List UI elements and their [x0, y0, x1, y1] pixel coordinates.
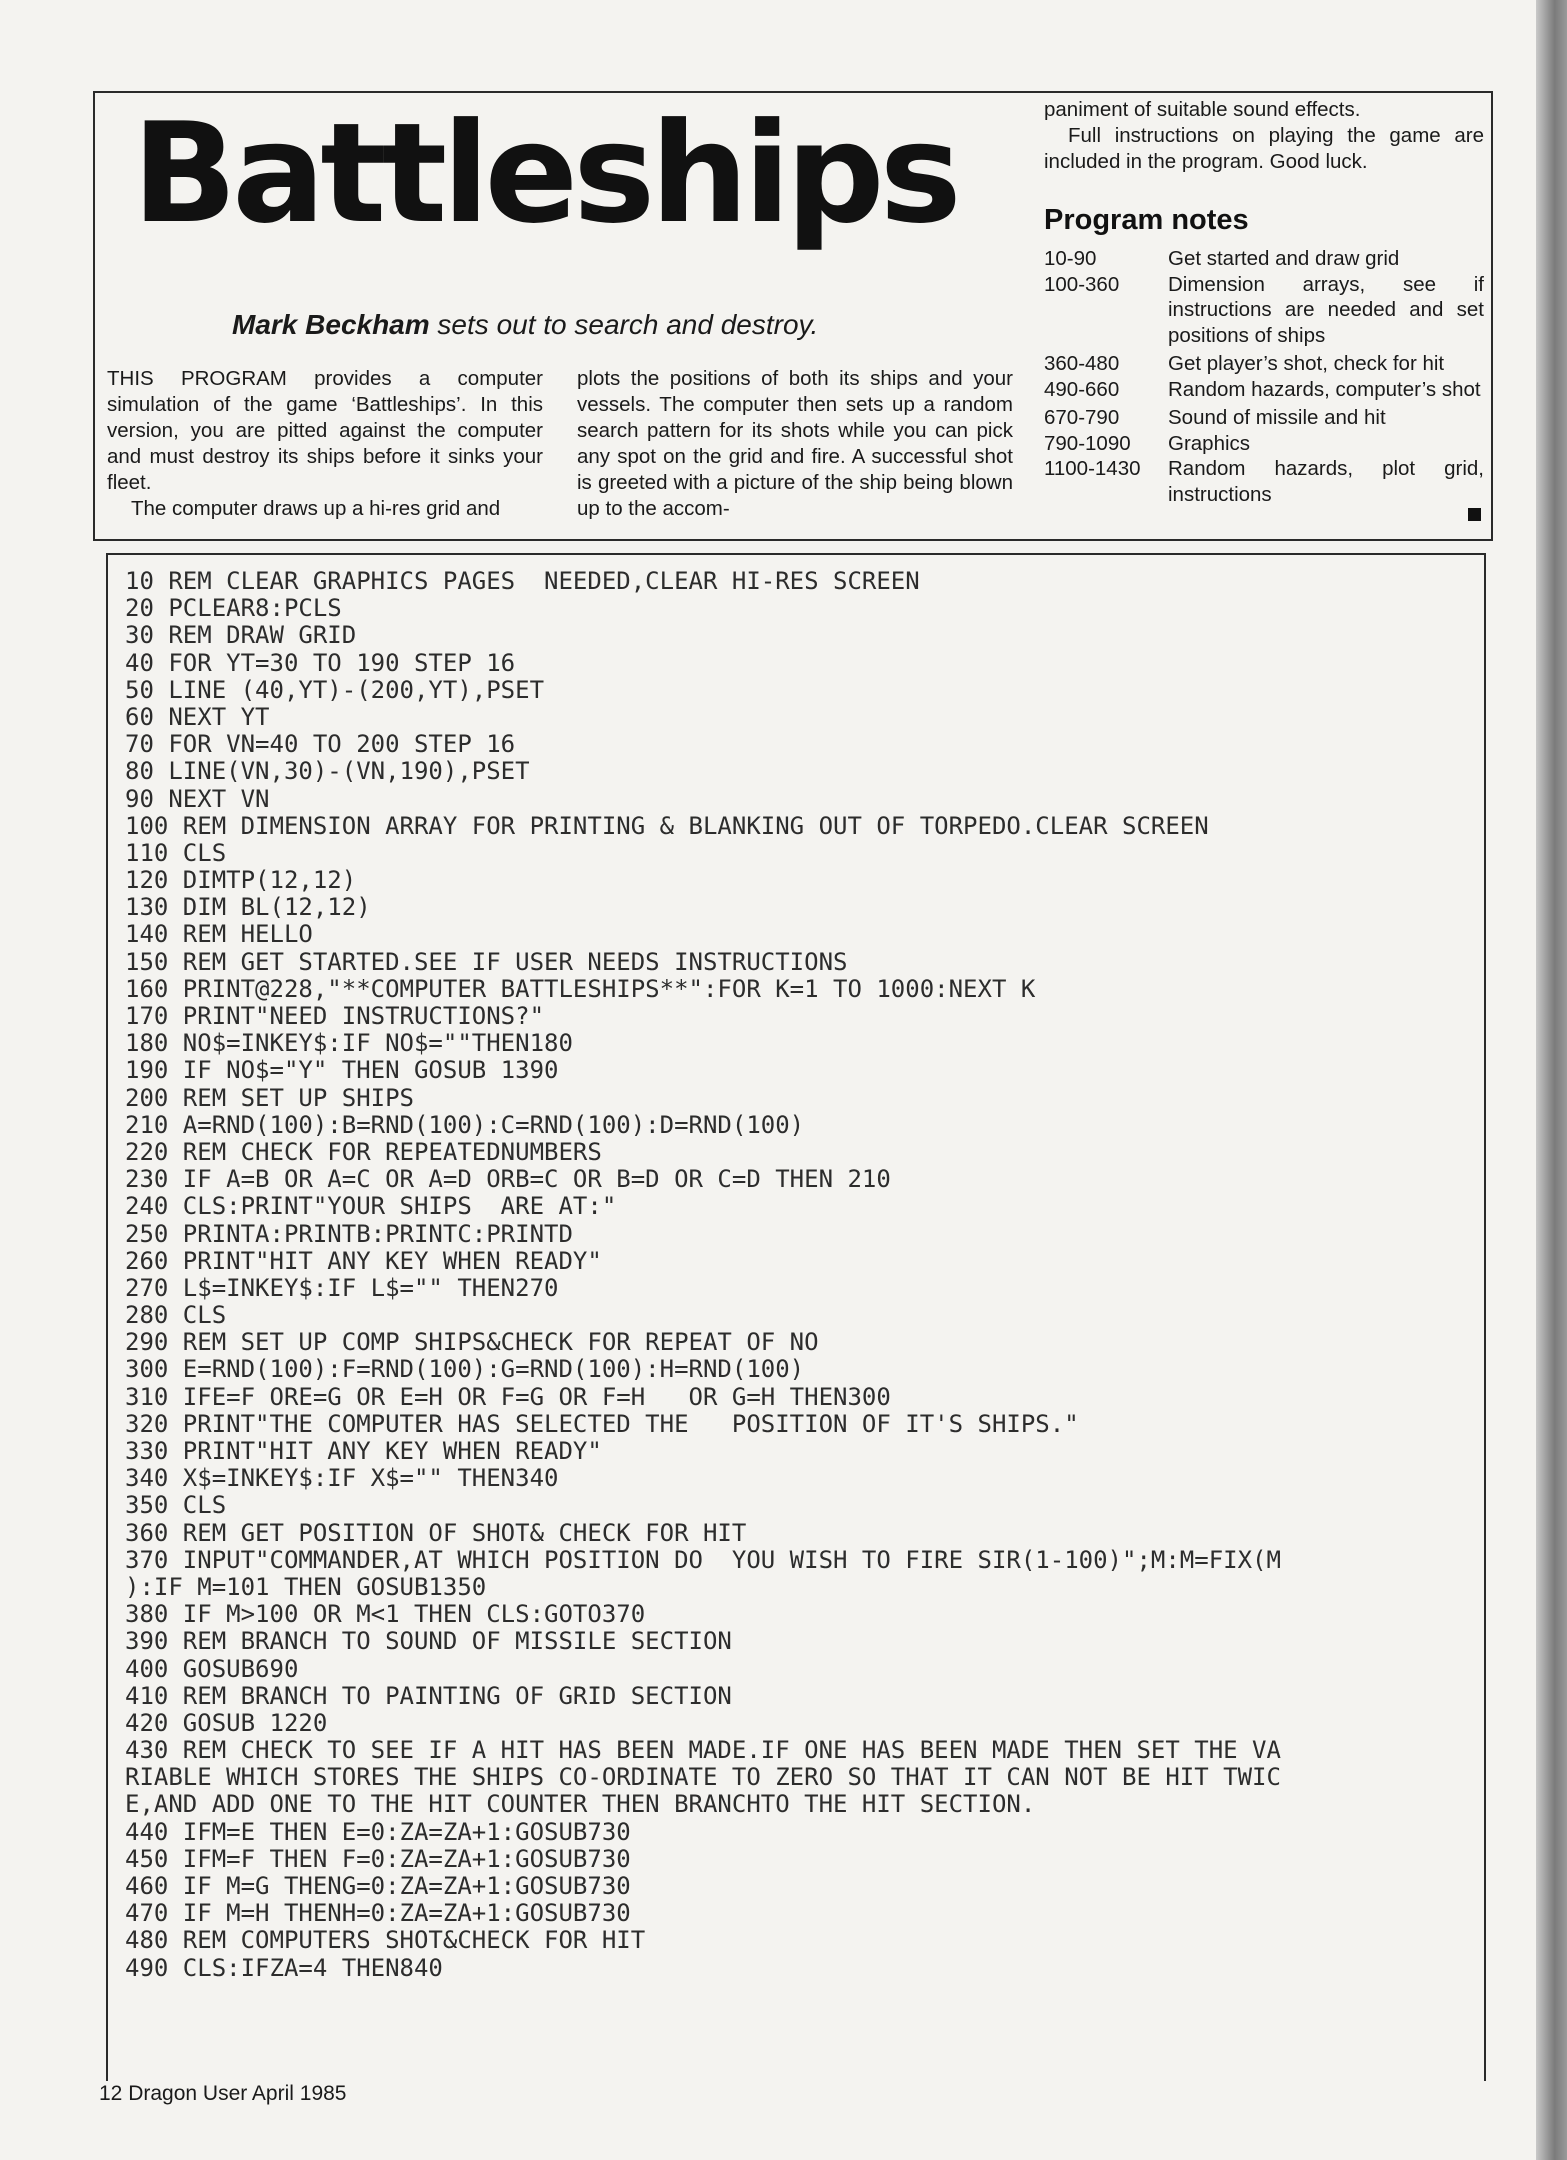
notes-row: [1044, 246, 1484, 272]
paragraph: paniment of suitable sound effects.: [1044, 98, 1361, 121]
notes-row: [1044, 431, 1484, 457]
code-line: 420 GOSUB 1220: [125, 1708, 328, 1737]
code-line: 260 PRINT"HIT ANY KEY WHEN READY": [125, 1246, 602, 1275]
code-line: 360 REM GET POSITION OF SHOT& CHECK FOR HIT: [125, 1518, 747, 1547]
byline-text: sets out to search and destroy.: [429, 309, 819, 340]
notes-line-range: 360-480: [1044, 352, 1120, 375]
notes-line-range: 100-360: [1044, 272, 1120, 296]
code-line: 400 GOSUB690: [125, 1654, 299, 1683]
code-line: 470 IF M=H THENH=0:ZA=ZA+1:GOSUB730: [125, 1899, 631, 1928]
notes-line-range: 1100-1430: [1044, 457, 1141, 480]
notes-description: Get player’s shot, check for hit: [1168, 352, 1445, 375]
notes-row: [1044, 377, 1484, 403]
program-listing: [125, 568, 1485, 1982]
notes-line-range: 790-1090: [1044, 431, 1131, 455]
notes-row: [1044, 456, 1484, 507]
notes-description: Get started and draw grid: [1168, 247, 1400, 270]
notes-row: [1044, 348, 1484, 377]
code-line: 320 PRINT"THE COMPUTER HAS SELECTED THE POSITION OF IT'S SHIPS.": [125, 1409, 1079, 1438]
code-line: 130 DIM BL(12,12): [125, 893, 371, 922]
code-line: 10 REM CLEAR GRAPHICS PAGES NEEDED,CLEAR HI-RES SCREEN: [125, 567, 920, 595]
code-line: 200 REM SET UP SHIPS: [125, 1083, 414, 1112]
code-line: RIABLE WHICH STORES THE SHIPS CO-ORDINATE TO ZERO SO THAT IT CAN NOT BE HIT TWIC: [125, 1763, 1281, 1792]
code-line: 380 IF M>100 OR M<1 THEN CLS:GOTO370: [125, 1600, 646, 1629]
notes-line-range: 490-660: [1044, 377, 1120, 401]
code-line: 230 IF A=B OR A=C OR A=D ORB=C OR B=D OR C=D THEN 210: [125, 1165, 891, 1194]
code-line: 370 INPUT"COMMANDER,AT WHICH POSITION DO YOU WISH TO FIRE SIR(1-100)";M:M=FIX(M: [125, 1545, 1281, 1574]
code-line: 290 REM SET UP COMP SHIPS&CHECK FOR REPEAT OF NO: [125, 1328, 819, 1357]
code-line: 240 CLS:PRINT"YOUR SHIPS ARE AT:": [125, 1192, 617, 1221]
code-line: 50 LINE (40,YT)-(200,YT),PSET: [125, 675, 545, 704]
code-line: 490 CLS:IFZA=4 THEN840: [125, 1953, 443, 1982]
code-line: 450 IFM=F THEN F=0:ZA=ZA+1:GOSUB730: [125, 1844, 631, 1873]
paragraph: THIS PROGRAM provides a computer simulation of the game ‘Battleships’. In this version, you are pitted against the computer and must destroy its ships before it sinks your fleet.: [107, 367, 543, 494]
notes-row: [1044, 272, 1484, 349]
body-column-2: [577, 366, 1013, 522]
code-line: 120 DIMTP(12,12): [125, 866, 357, 895]
notes-row: [1044, 402, 1484, 431]
notes-description: Sound of missile and hit: [1168, 406, 1386, 429]
code-line: 70 FOR VN=40 TO 200 STEP 16: [125, 730, 516, 759]
code-line: 160 PRINT@228,"**COMPUTER BATTLESHIPS**":FOR K=1 TO 1000:NEXT K: [125, 974, 1036, 1003]
code-line: 480 REM COMPUTERS SHOT&CHECK FOR HIT: [125, 1926, 646, 1955]
code-line: 460 IF M=G THENG=0:ZA=ZA+1:GOSUB730: [125, 1872, 631, 1900]
code-line: 300 E=RND(100):F=RND(100):G=RND(100):H=RND(100): [125, 1355, 805, 1384]
code-line: 150 REM GET STARTED.SEE IF USER NEEDS INSTRUCTIONS: [125, 947, 848, 976]
code-line: 210 A=RND(100):B=RND(100):C=RND(100):D=RND(100): [125, 1110, 805, 1139]
page-edge-shadow: [1536, 0, 1567, 2160]
notes-line-range: 10-90: [1044, 247, 1097, 270]
code-line: 390 REM BRANCH TO SOUND OF MISSILE SECTION: [125, 1627, 732, 1656]
program-notes-table: [1044, 246, 1484, 507]
body-column-3: [1044, 97, 1484, 175]
code-line: 250 PRINTA:PRINTB:PRINTC:PRINTD: [125, 1219, 573, 1248]
code-line: ):IF M=101 THEN GOSUB1350: [125, 1572, 487, 1601]
code-line: 90 NEXT VN: [125, 784, 270, 813]
code-line: 60 NEXT YT: [125, 702, 270, 731]
paragraph: plots the positions of both its ships and your vessels. The computer then sets up a random search pattern for its shots while you can pick any spot on the grid and fire. A successful shot is greeted with a picture of the ship being blown up to the accom-: [577, 367, 1013, 520]
paragraph: The computer draws up a hi-res grid and: [131, 497, 501, 520]
code-line: 180 NO$=INKEY$:IF NO$=""THEN180: [125, 1029, 573, 1058]
code-line: 270 L$=INKEY$:IF L$="" THEN270: [125, 1273, 559, 1302]
code-line: 40 FOR YT=30 TO 190 STEP 16: [125, 648, 516, 677]
paragraph: Full instructions on playing the game are included in the program. Good luck.: [1044, 124, 1484, 173]
program-notes-title: Program notes: [1044, 204, 1249, 236]
code-line: 430 REM CHECK TO SEE IF A HIT HAS BEEN MADE.IF ONE HAS BEEN MADE THEN SET THE VA: [125, 1736, 1281, 1765]
code-line: 190 IF NO$="Y" THEN GOSUB 1390: [125, 1056, 559, 1085]
code-line: 80 LINE(VN,30)-(VN,190),PSET: [125, 757, 530, 786]
code-line: 170 PRINT"NEED INSTRUCTIONS?": [125, 1002, 545, 1030]
notes-description: Random hazards, computer’s shot: [1168, 377, 1481, 401]
end-of-article-mark: [1468, 508, 1481, 521]
code-line: E,AND ADD ONE TO THE HIT COUNTER THEN BRANCHTO THE HIT SECTION.: [125, 1790, 1036, 1819]
code-line: 30 REM DRAW GRID: [125, 621, 357, 650]
code-line: 110 CLS: [125, 838, 227, 867]
body-column-1: [107, 366, 543, 522]
code-line: 410 REM BRANCH TO PAINTING OF GRID SECTION: [125, 1681, 732, 1710]
code-line: 140 REM HELLO: [125, 920, 313, 949]
notes-line-range: 670-790: [1044, 406, 1120, 429]
page-footer: 12 Dragon User April 1985: [99, 2082, 347, 2105]
notes-description: Graphics: [1168, 431, 1251, 455]
byline-author: Mark Beckham: [232, 309, 430, 340]
code-line: 330 PRINT"HIT ANY KEY WHEN READY": [125, 1437, 602, 1465]
code-line: 350 CLS: [125, 1491, 227, 1520]
code-line: 280 CLS: [125, 1301, 227, 1330]
code-line: 340 X$=INKEY$:IF X$="" THEN340: [125, 1464, 559, 1493]
byline: [232, 309, 818, 341]
article-title: Battleships: [132, 93, 957, 254]
code-line: 100 REM DIMENSION ARRAY FOR PRINTING & BLANKING OUT OF TORPEDO.CLEAR SCREEN: [125, 811, 1209, 840]
notes-description: Dimension arrays, see if instructions are needed and set positions of ships: [1168, 272, 1484, 347]
code-line: 440 IFM=E THEN E=0:ZA=ZA+1:GOSUB730: [125, 1817, 631, 1846]
code-line: 20 PCLEAR8:PCLS: [125, 594, 342, 623]
code-line: 310 IFE=F ORE=G OR E=H OR F=G OR F=H OR G=H THEN300: [125, 1382, 891, 1411]
code-line: 220 REM CHECK FOR REPEATEDNUMBERS: [125, 1137, 602, 1166]
notes-description: Random hazards, plot grid, instructions: [1168, 457, 1484, 506]
